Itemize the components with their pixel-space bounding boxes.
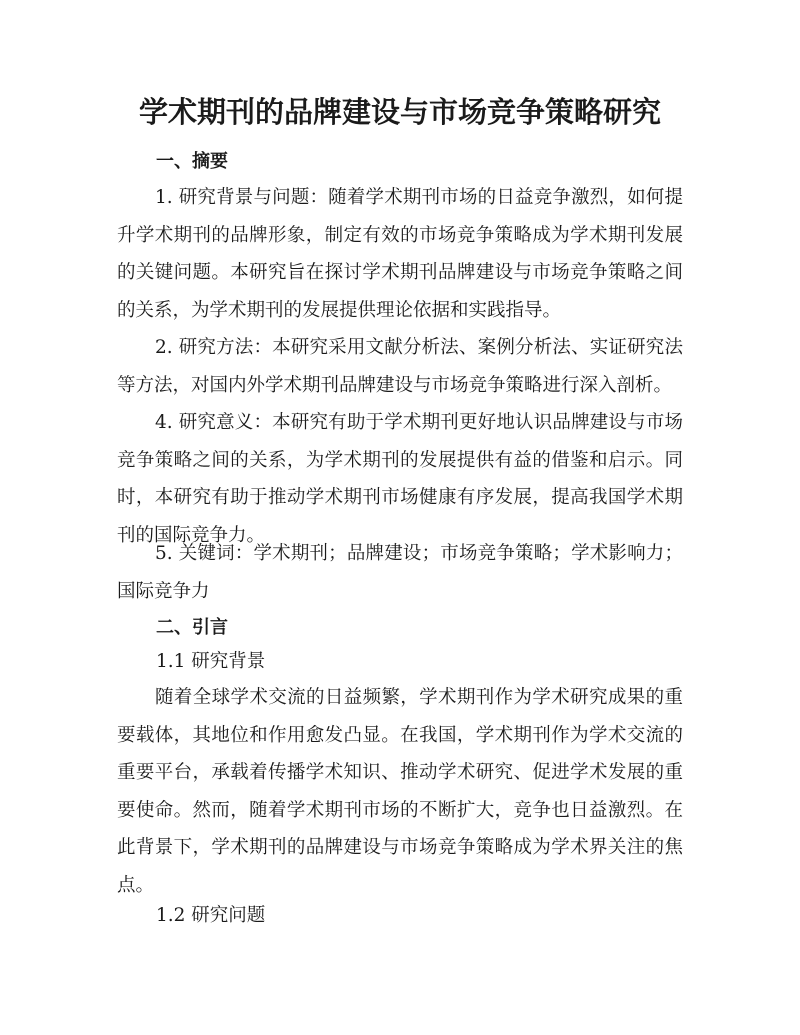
abstract-paragraph-background: 1. 研究背景与问题：随着学术期刊市场的日益竞争激烈，如何提升学术期刊的品牌形象，制定有效的市场竞争策略成为学术期刊发展的关键问题。本研究旨在探讨学术期刊品牌建设与市场竞争策略之间的关系，为学术期刊的发展提供理论依据和实践指导。: [117, 187, 683, 321]
subsection-heading-question: 1.2 研究问题: [156, 905, 266, 926]
abstract-paragraph-method: 2. 研究方法：本研究采用文献分析法、案例分析法、实证研究法等方法，对国内外学术期刊品牌建设与市场竞争策略进行深入剖析。: [117, 337, 683, 396]
abstract-paragraph-keywords: 5. 关键词：学术期刊；品牌建设；市场竞争策略；学术影响力；国际竞争力: [117, 543, 683, 602]
document-title: 学术期刊的品牌建设与市场竞争策略研究: [138, 95, 661, 129]
abstract-paragraph-significance: 4. 研究意义：本研究有助于学术期刊更好地认识品牌建设与市场竞争策略之间的关系，为学术期刊的发展提供有益的借鉴和启示。同时，本研究有助于推动学术期刊市场健康有序发展，提高我国学术期刊的国际竞争力。: [117, 412, 683, 546]
section-heading-abstract: 一、摘要: [156, 151, 228, 172]
introduction-paragraph-background: 随着全球学术交流的日益频繁，学术期刊作为学术研究成果的重要载体，其地位和作用愈发凸显。在我国，学术期刊作为学术交流的重要平台，承载着传播学术知识、推动学术研究、促进学术发展的重要使命。然而，随着学术期刊市场的不断扩大，竞争也日益激烈。在此背景下，学术期刊的品牌建设与市场竞争策略成为学术界关注的焦点。: [117, 687, 683, 896]
subsection-heading-background: 1.1 研究背景: [156, 651, 266, 672]
section-heading-introduction: 二、引言: [156, 617, 228, 638]
